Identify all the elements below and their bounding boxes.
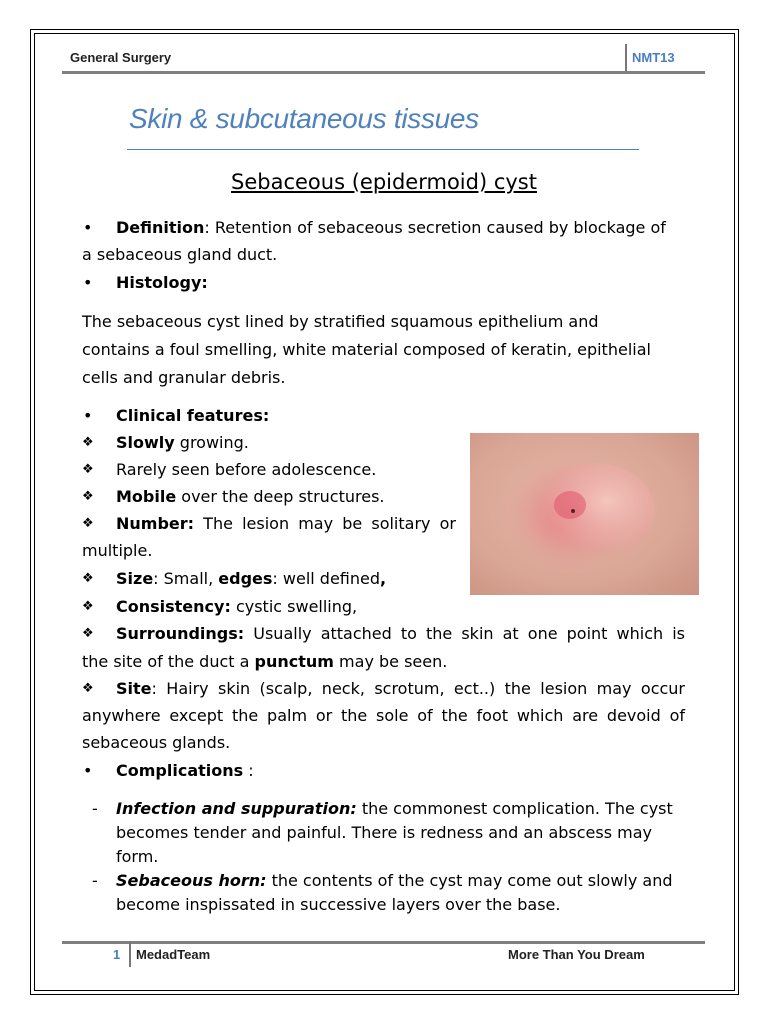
footer-tagline: More Than You Dream	[508, 947, 645, 962]
sebaceous-cyst-photo	[470, 433, 699, 595]
dash-bullet: -	[92, 871, 98, 890]
diamond-bullet-icon: ❖	[82, 599, 94, 614]
complication-horn-line-2: become inspissated in successive layers over the base.	[116, 895, 561, 914]
histology-line-3: cells and granular debris.	[82, 368, 286, 387]
header-title: General Surgery	[70, 50, 172, 65]
diamond-bullet-icon: ❖	[82, 626, 94, 641]
diamond-bullet-icon: ❖	[82, 571, 94, 586]
footer-divider	[129, 942, 131, 967]
section-title-underline	[127, 149, 639, 150]
feature-surroundings-line-2: the site of the duct a punctum may be seen.	[82, 652, 448, 671]
histology-line-1: The sebaceous cyst lined by stratified squamous epithelium and	[82, 312, 599, 331]
complication-infection: Infection and suppuration: the commonest complication. The cyst	[116, 799, 673, 818]
diamond-bullet-icon: ❖	[82, 435, 94, 450]
definition-line-1: Definition: Retention of sebaceous secretion caused by blockage of	[116, 218, 666, 237]
diamond-bullet-icon: ❖	[82, 681, 94, 696]
footer-page-number: 1	[113, 947, 121, 962]
feature-number-line-2: multiple.	[82, 541, 153, 560]
bullet-icon: •	[83, 218, 93, 237]
feature-site-line-2: anywhere except the palm or the sole of the foot which are devoid of	[82, 706, 685, 725]
header-rule	[62, 71, 705, 74]
feature-surroundings: Surroundings: Usually attached to the skin at one point which is	[116, 624, 685, 643]
complications-heading: Complications :	[116, 761, 254, 780]
diamond-bullet-icon: ❖	[82, 489, 94, 504]
complication-infection-line-3: form.	[116, 847, 159, 866]
feature-number: Number: The lesion may be solitary or	[116, 514, 456, 533]
complication-horn: Sebaceous horn: the contents of the cyst may come out slowly and	[116, 871, 673, 890]
histology-heading: Histology:	[116, 273, 208, 292]
feature-rarely: Rarely seen before adolescence.	[116, 460, 377, 479]
diamond-bullet-icon: ❖	[82, 462, 94, 477]
feature-mobile: Mobile over the deep structures.	[116, 487, 385, 506]
feature-site-line-3: sebaceous glands.	[82, 733, 231, 752]
bullet-icon: •	[83, 761, 93, 780]
definition-line-2: a sebaceous gland duct.	[82, 245, 278, 264]
bullet-icon: •	[83, 273, 93, 292]
header-divider	[625, 44, 627, 73]
complication-infection-line-2: becomes tender and painful. There is redness and an abscess may	[116, 823, 653, 842]
footer-team: MedadTeam	[136, 947, 211, 962]
feature-site: Site: Hairy skin (scalp, neck, scrotum, ect..) the lesion may occur	[116, 679, 685, 698]
feature-slowly: Slowly growing.	[116, 433, 249, 452]
feature-size: Size: Small, edges: well defined,	[116, 569, 387, 588]
clinical-features-heading: Clinical features:	[116, 406, 270, 425]
histology-line-2: contains a foul smelling, white material composed of keratin, epithelial	[82, 340, 651, 359]
header-code: NMT13	[632, 50, 675, 65]
bullet-icon: •	[83, 406, 93, 425]
footer-rule	[62, 941, 705, 944]
dash-bullet: -	[92, 799, 98, 818]
feature-consistency: Consistency: cystic swelling,	[116, 597, 358, 616]
document-title: Sebaceous (epidermoid) cyst	[231, 170, 537, 194]
diamond-bullet-icon: ❖	[82, 516, 94, 531]
section-title: Skin & subcutaneous tissues	[129, 103, 479, 134]
